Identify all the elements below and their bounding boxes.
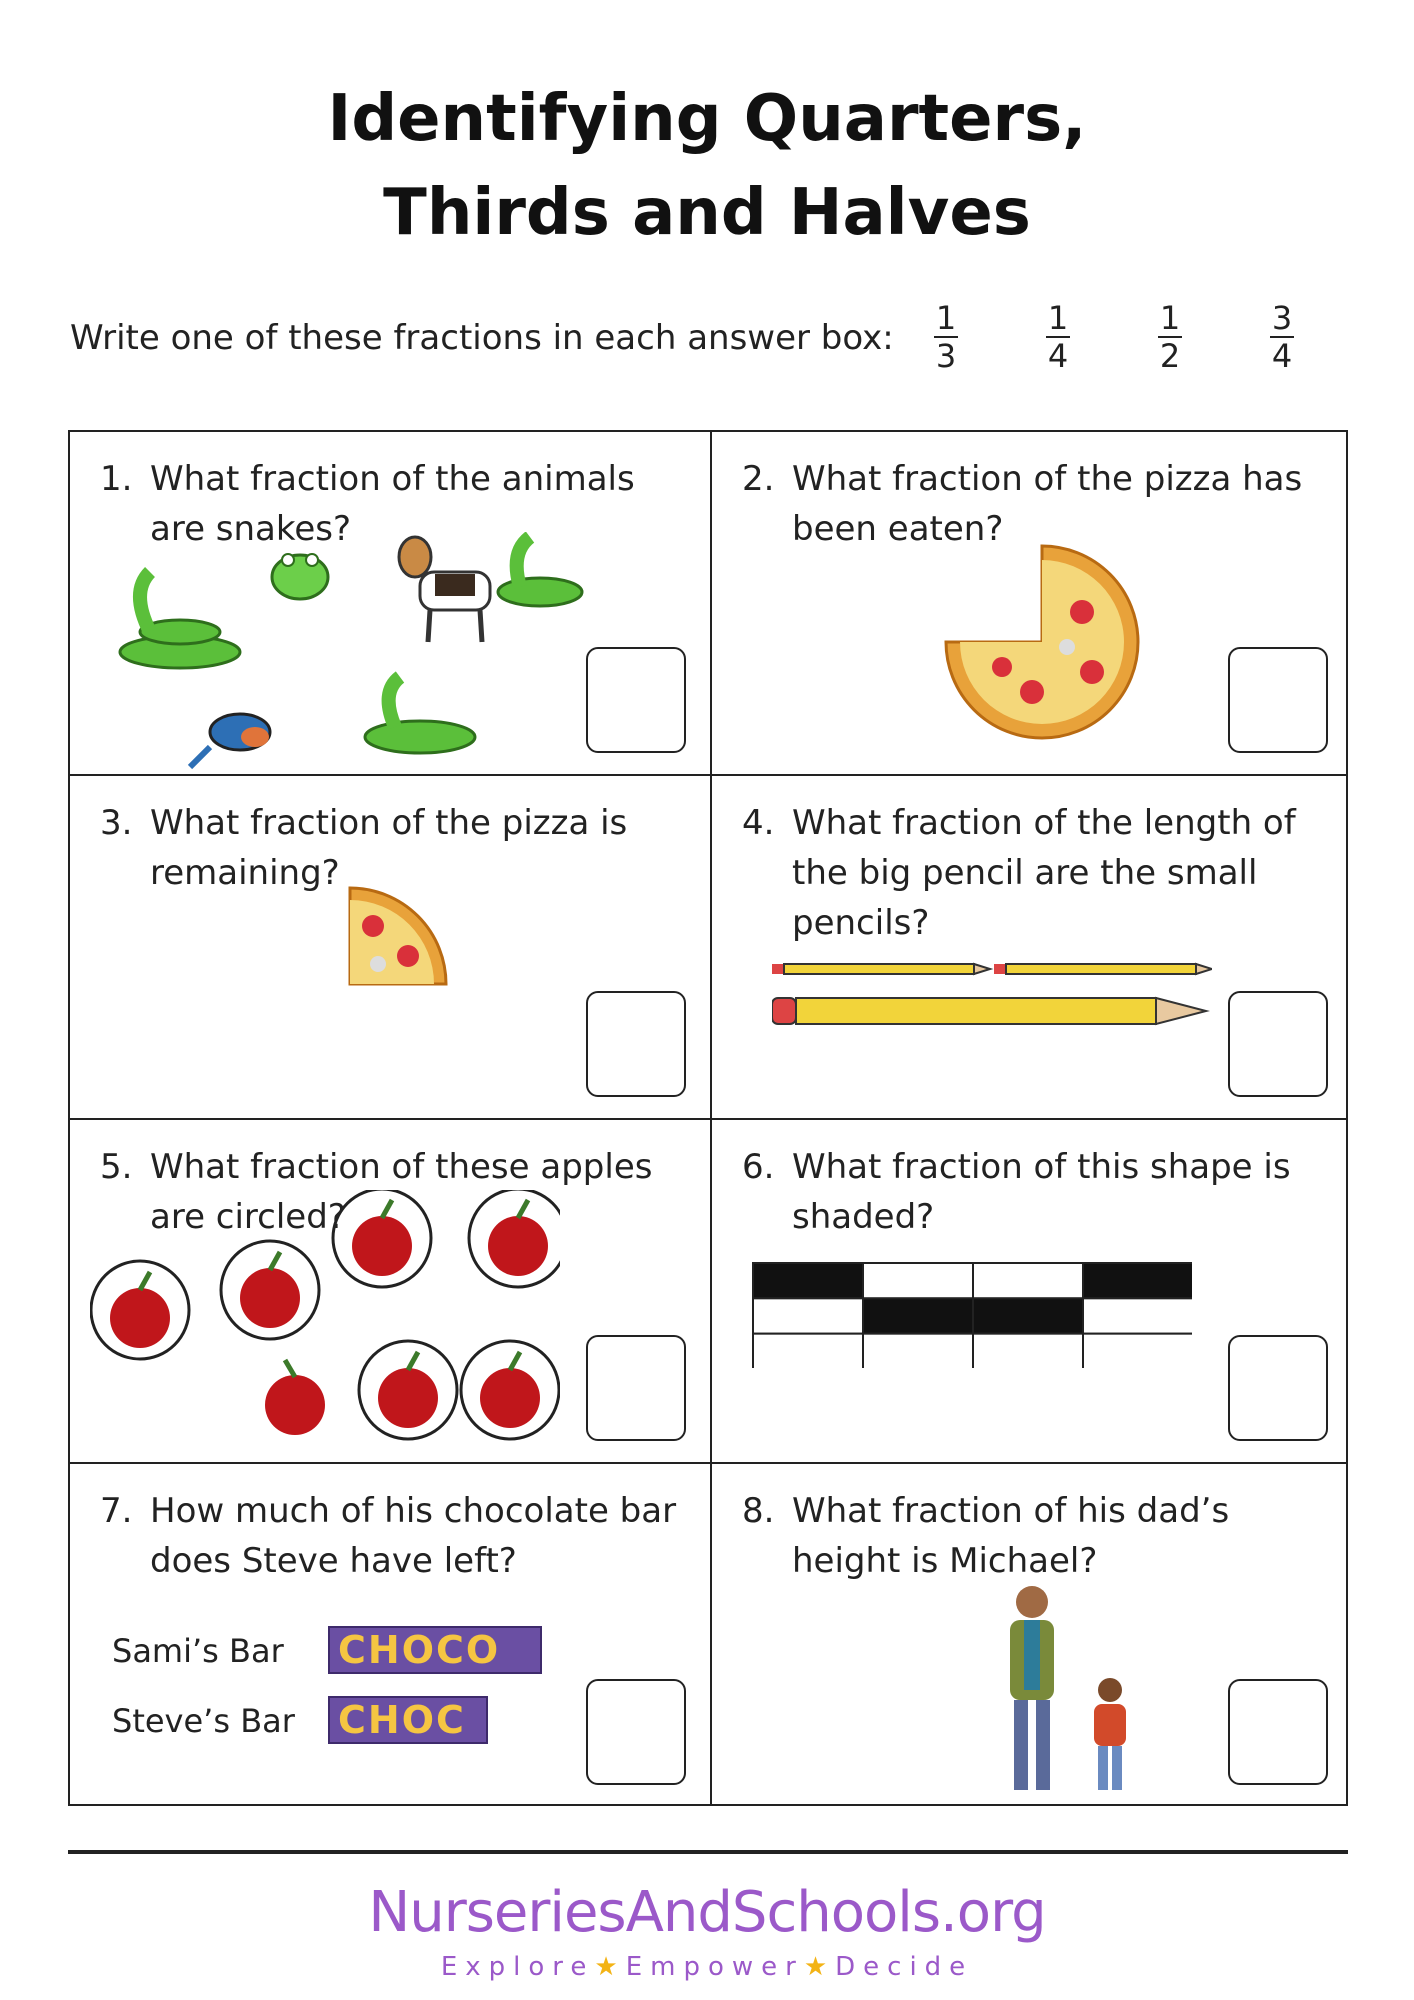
fraction-option: $\frac{1}{3}$	[935, 299, 957, 375]
title-line-2: Thirds and Halves	[383, 176, 1031, 250]
question-cell-6	[712, 1120, 1350, 1462]
answer-box[interactable]	[1228, 1679, 1328, 1785]
small-pencil-icon	[772, 964, 990, 974]
instruction-text: Write one of these fractions in each answer box:	[70, 318, 894, 358]
child-figure	[1094, 1678, 1126, 1790]
question-text: What fraction of his dad’s height is Michael?	[792, 1491, 1230, 1581]
unshaded-cell	[973, 1334, 1083, 1368]
unshaded-cell	[753, 1298, 863, 1333]
question-number: 2.	[742, 459, 775, 499]
people-illustration	[992, 1582, 1152, 1802]
answer-box[interactable]	[1228, 991, 1328, 1097]
apple-icon	[352, 1200, 412, 1276]
pizza-slice-icon	[348, 886, 458, 996]
unshaded-cell	[863, 1334, 973, 1368]
pizza-icon	[942, 542, 1142, 742]
question-number: 3.	[100, 803, 133, 843]
shaded-shape	[752, 1262, 1192, 1368]
question-text: What fraction of the animals are snakes?	[150, 459, 635, 549]
apple-icon	[480, 1352, 540, 1428]
dog-icon	[399, 537, 490, 642]
question-grid	[68, 430, 1348, 1806]
apple-icon	[378, 1352, 438, 1428]
unshaded-cell	[753, 1334, 863, 1368]
apple-icon	[265, 1360, 325, 1435]
answer-box[interactable]	[1228, 1335, 1328, 1441]
shaded-cell	[973, 1298, 1083, 1333]
question-text: What fraction of the pizza is remaining?	[150, 803, 628, 893]
pencils-illustration	[772, 956, 1212, 1056]
question-cell-4	[712, 776, 1350, 1118]
question-number: 7.	[100, 1491, 133, 1531]
answer-box[interactable]	[586, 1335, 686, 1441]
question-text: What fraction of these apples are circled?	[150, 1147, 653, 1237]
star-icon: ★	[803, 1952, 836, 1982]
sami-chocolate-bar: CHOCO	[328, 1626, 542, 1674]
shaded-cell	[863, 1298, 973, 1333]
unshaded-cell	[863, 1263, 973, 1298]
question-text: What fraction of this shape is shaded?	[792, 1147, 1291, 1237]
unshaded-cell	[1083, 1334, 1192, 1368]
apples-illustration	[90, 1190, 560, 1450]
animals-illustration	[90, 532, 590, 772]
shaded-cell	[753, 1263, 863, 1298]
star-icon: ★	[594, 1952, 626, 1982]
snake-icon	[120, 572, 240, 668]
unshaded-cell	[973, 1263, 1083, 1298]
question-cell-1	[70, 432, 708, 774]
steve-chocolate-bar: CHOC	[328, 1696, 488, 1744]
title-line-1: Identifying Quarters,	[327, 82, 1087, 156]
question-cell-3	[70, 776, 708, 1118]
question-text: How much of his chocolate bar does Steve have left?	[150, 1491, 677, 1581]
question-number: 5.	[100, 1147, 133, 1187]
big-pencil-icon	[772, 998, 1206, 1024]
sami-bar-label: Sami’s Bar	[112, 1632, 284, 1670]
question-number: 8.	[742, 1491, 775, 1531]
apple-icon	[488, 1200, 548, 1276]
frog-icon	[272, 554, 328, 599]
small-pencil-icon	[994, 964, 1212, 974]
snake-icon	[498, 537, 582, 606]
snake-icon	[365, 677, 475, 753]
page-title	[0, 72, 1414, 260]
answer-box[interactable]	[586, 991, 686, 1097]
question-number: 6.	[742, 1147, 775, 1187]
question-cell-5	[70, 1120, 708, 1462]
fraction-option: $\frac{1}{4}$	[1047, 299, 1069, 375]
answer-box[interactable]	[586, 1679, 686, 1785]
question-number: 1.	[100, 459, 133, 499]
question-cell-2	[712, 432, 1350, 774]
question-cell-8	[712, 1464, 1350, 1806]
footer-divider	[68, 1850, 1348, 1854]
bird-icon	[190, 714, 270, 767]
brand-logo: NurseriesAndSchools.org	[368, 1880, 1046, 1945]
dad-figure	[1010, 1586, 1054, 1790]
question-number: 4.	[742, 803, 775, 843]
fraction-option: $\frac{3}{4}$	[1271, 299, 1293, 375]
answer-box[interactable]	[586, 647, 686, 753]
question-cell-7	[70, 1464, 708, 1806]
steve-bar-label: Steve’s Bar	[112, 1702, 295, 1740]
answer-box[interactable]	[1228, 647, 1328, 753]
question-text: What fraction of the length of the big pencil are the small pencils?	[792, 803, 1296, 943]
shaded-cell	[1083, 1263, 1192, 1298]
question-text: What fraction of the pizza has been eaten?	[792, 459, 1303, 549]
apple-icon	[240, 1252, 300, 1328]
unshaded-cell	[1083, 1298, 1192, 1333]
apple-icon	[110, 1272, 170, 1348]
brand-tagline: Explore★Empower★Decide	[440, 1952, 974, 1982]
fraction-option: $\frac{1}{2}$	[1159, 299, 1181, 375]
